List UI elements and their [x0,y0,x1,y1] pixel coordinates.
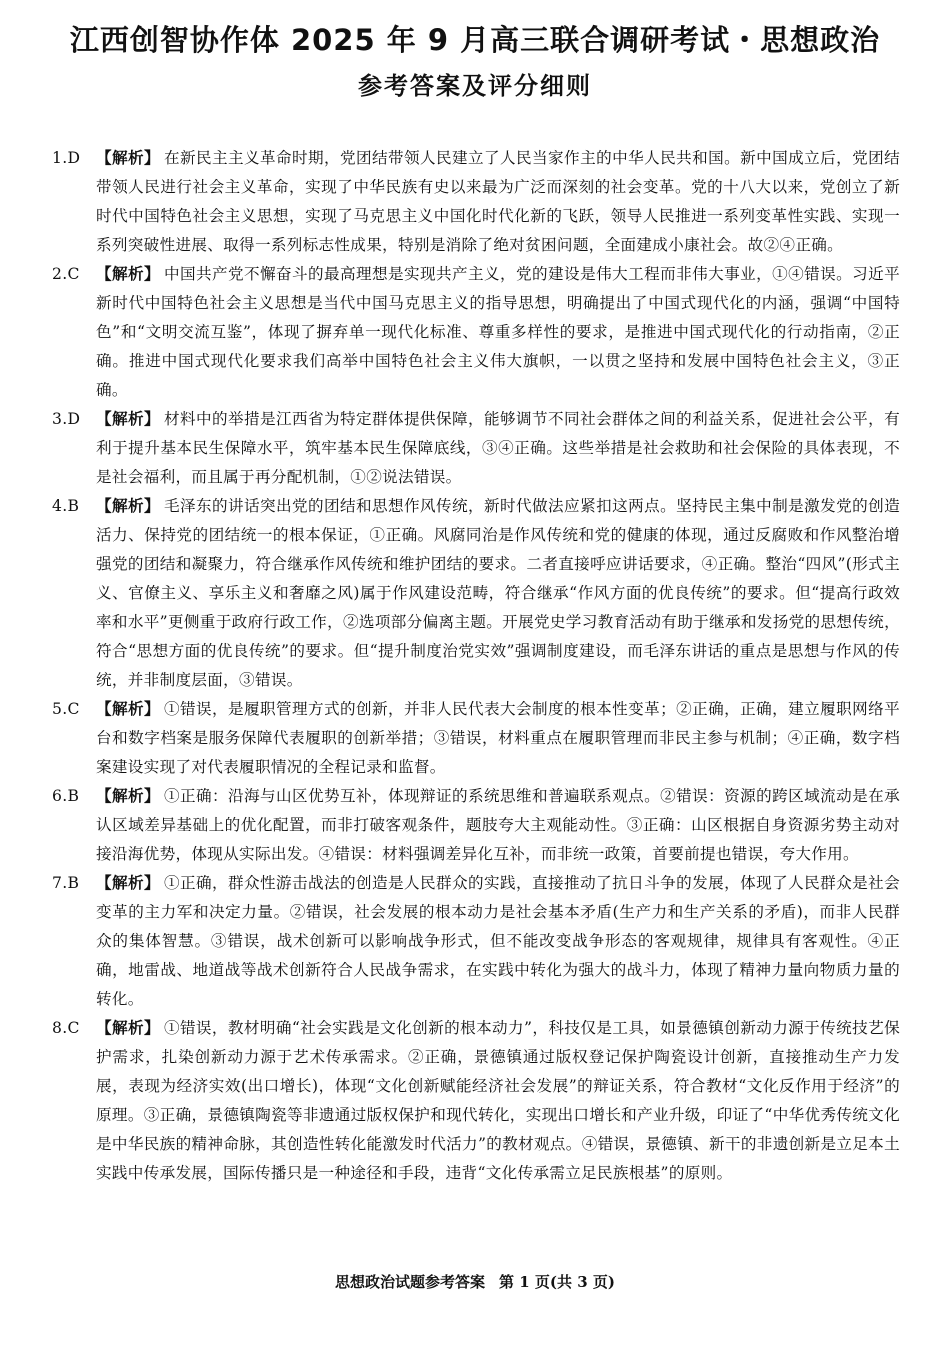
answer-number: 1.D [52,149,81,167]
answer-number: 5.C [52,700,80,718]
answer-text: ①错误，是履职管理方式的创新，并非人民代表大会制度的根本性变革；②正确，正确，建立履职网络平台和数字档案是服务保障代表履职的创新举措；③错误，材料重点在履职管理而非民主参与机制；④正确，数字档案建设实现了对代表履职情况的全程记录和监督。 [96,700,900,776]
answer-number: 8.C [52,1019,80,1037]
page-subtitle: 参考答案及评分细则 [358,72,592,100]
answer-item-6 [52,782,900,869]
analysis-tag: 【解析】 [96,149,161,167]
answer-item-8 [52,1014,900,1188]
answer-item-2 [52,260,900,405]
answer-text: ①正确：沿海与山区优势互补，体现辩证的系统思维和普遍联系观点。②错误：资源的跨区域流动是在承认区域差异基础上的优化配置，而非打破客观条件，题肢夸大主观能动性。③正确：山区根据自身资源劣势主动对接沿海优势，体现从实际出发。④错误：材料强调差异化互补，而非统一政策，首要前提也错误，夸大作用。 [96,787,900,863]
answer-number: 2.C [52,265,80,283]
answer-text: ①错误，教材明确“社会实践是文化创新的根本动力”，科技仅是工具，如景德镇创新动力源于传统技艺保护需求，扎染创新动力源于艺术传承需求。②正确，景德镇通过版权登记保护陶瓷设计创新，直接推动生产力发展，表现为经济实效(出口增长)，体现“文化创新赋能经济社会发展”的辩证关系，符合教材“文化反作用于经济”的原理。③正确，景德镇陶瓷等非遗通过版权保护和现代转化，实现出口增长和产业升级，印证了“中华优秀传统文化是中华民族的精神命脉，其创造性转化能激发时代活力”的教材观点。④错误，景德镇、新干的非遗创新是立足本土实践中传承发展，国际传播只是一种途径和手段，违背“文化传承需立足民族根基”的原则。 [96,1019,900,1182]
answer-text: 材料中的举措是江西省为特定群体提供保障，能够调节不同社会群体之间的利益关系，促进社会公平，有利于提升基本民生保障水平，筑牢基本民生保障底线，③④正确。这些举措是社会救助和社会保险的具体表现，不是社会福利，而且属于再分配机制，①②说法错误。 [96,410,900,486]
answer-item-5 [52,695,900,782]
analysis-tag: 【解析】 [96,787,161,805]
answer-item-7 [52,869,900,1014]
page-footer [0,1271,950,1292]
analysis-tag: 【解析】 [96,265,161,283]
analysis-tag: 【解析】 [96,700,161,718]
answer-text: ①正确，群众性游击战法的创造是人民群众的实践，直接推动了抗日斗争的发展，体现了人民群众是社会变革的主力军和决定力量。②错误，社会发展的根本动力是社会基本矛盾(生产力和生产关系的矛盾)，而非人民群众的集体智慧。③错误，战术创新可以影响战争形式，但不能改变战争形态的客观规律，规律具有客观性。④正确，地雷战、地道战等战术创新符合人民战争需求，在实践中转化为强大的战斗力，体现了精神力量向物质力量的转化。 [96,874,900,1008]
answer-text: 毛泽东的讲话突出党的团结和思想作风传统，新时代做法应紧扣这两点。坚持民主集中制是激发党的创造活力、保持党的团结统一的根本保证，①正确。风腐同治是作风传统和党的健康的体现，通过反腐败和作风整治增强党的团结和凝聚力，符合继承作风传统和维护团结的要求。二者直接呼应讲话要求，④正确。整治“四风”(形式主义、官僚主义、享乐主义和奢靡之风)属于作风建设范畴，符合继承“作风方面的优良传统”的要求。但“提高行政效率和水平”更侧重于政府行政工作，②选项部分偏离主题。开展党史学习教育活动有助于继承和发扬党的思想传统，符合“思想方面的优良传统”的要求。但“提升制度治党实效”强调制度建设，而毛泽东讲话的重点是思想与作风的传统，并非制度层面，③错误。 [96,497,900,689]
answer-item-4 [52,492,900,695]
analysis-tag: 【解析】 [96,410,161,428]
answer-number: 3.D [52,410,81,428]
analysis-tag: 【解析】 [96,497,161,515]
answer-number: 6.B [52,787,80,805]
answer-number: 4.B [52,497,80,515]
answer-item-1 [52,144,900,260]
answer-list [52,144,900,1188]
analysis-tag: 【解析】 [96,1019,160,1037]
analysis-tag: 【解析】 [96,874,161,892]
footer-page-info: 第 1 页(共 3 页) [499,1273,615,1291]
answer-item-3 [52,405,900,492]
answer-text: 在新民主主义革命时期，党团结带领人民建立了人民当家作主的中华人民共和国。新中国成立后，党团结带领人民进行社会主义革命，实现了中华民族有史以来最为广泛而深刻的社会变革。党的十八大以来，党创立了新时代中国特色社会主义思想，实现了马克思主义中国化时代化新的飞跃，领导人民推进一系列变革性实践、实现一系列突破性进展、取得一系列标志性成果，特别是消除了绝对贫困问题，全面建成小康社会。故②④正确。 [96,149,900,254]
answer-number: 7.B [52,874,80,892]
answer-text: 中国共产党不懈奋斗的最高理想是实现共产主义，党的建设是伟大工程而非伟大事业，①④错误。习近平新时代中国特色社会主义思想是当代中国马克思主义的指导思想，明确提出了中国式现代化的内涵，强调“中国特色”和“文明交流互鉴”，体现了摒弃单一现代化标准、尊重多样性的要求，是推进中国式现代化的行动指南，②正确。推进中国式现代化要求我们高举中国特色社会主义伟大旗帜，一以贯之坚持和发展中国特色社会主义，③正确。 [96,265,900,399]
footer-doc-name: 思想政治试题参考答案 [335,1273,486,1291]
page-title: 江西创智协作体 2025 年 9 月高三联合调研考试・思想政治 [69,23,881,57]
